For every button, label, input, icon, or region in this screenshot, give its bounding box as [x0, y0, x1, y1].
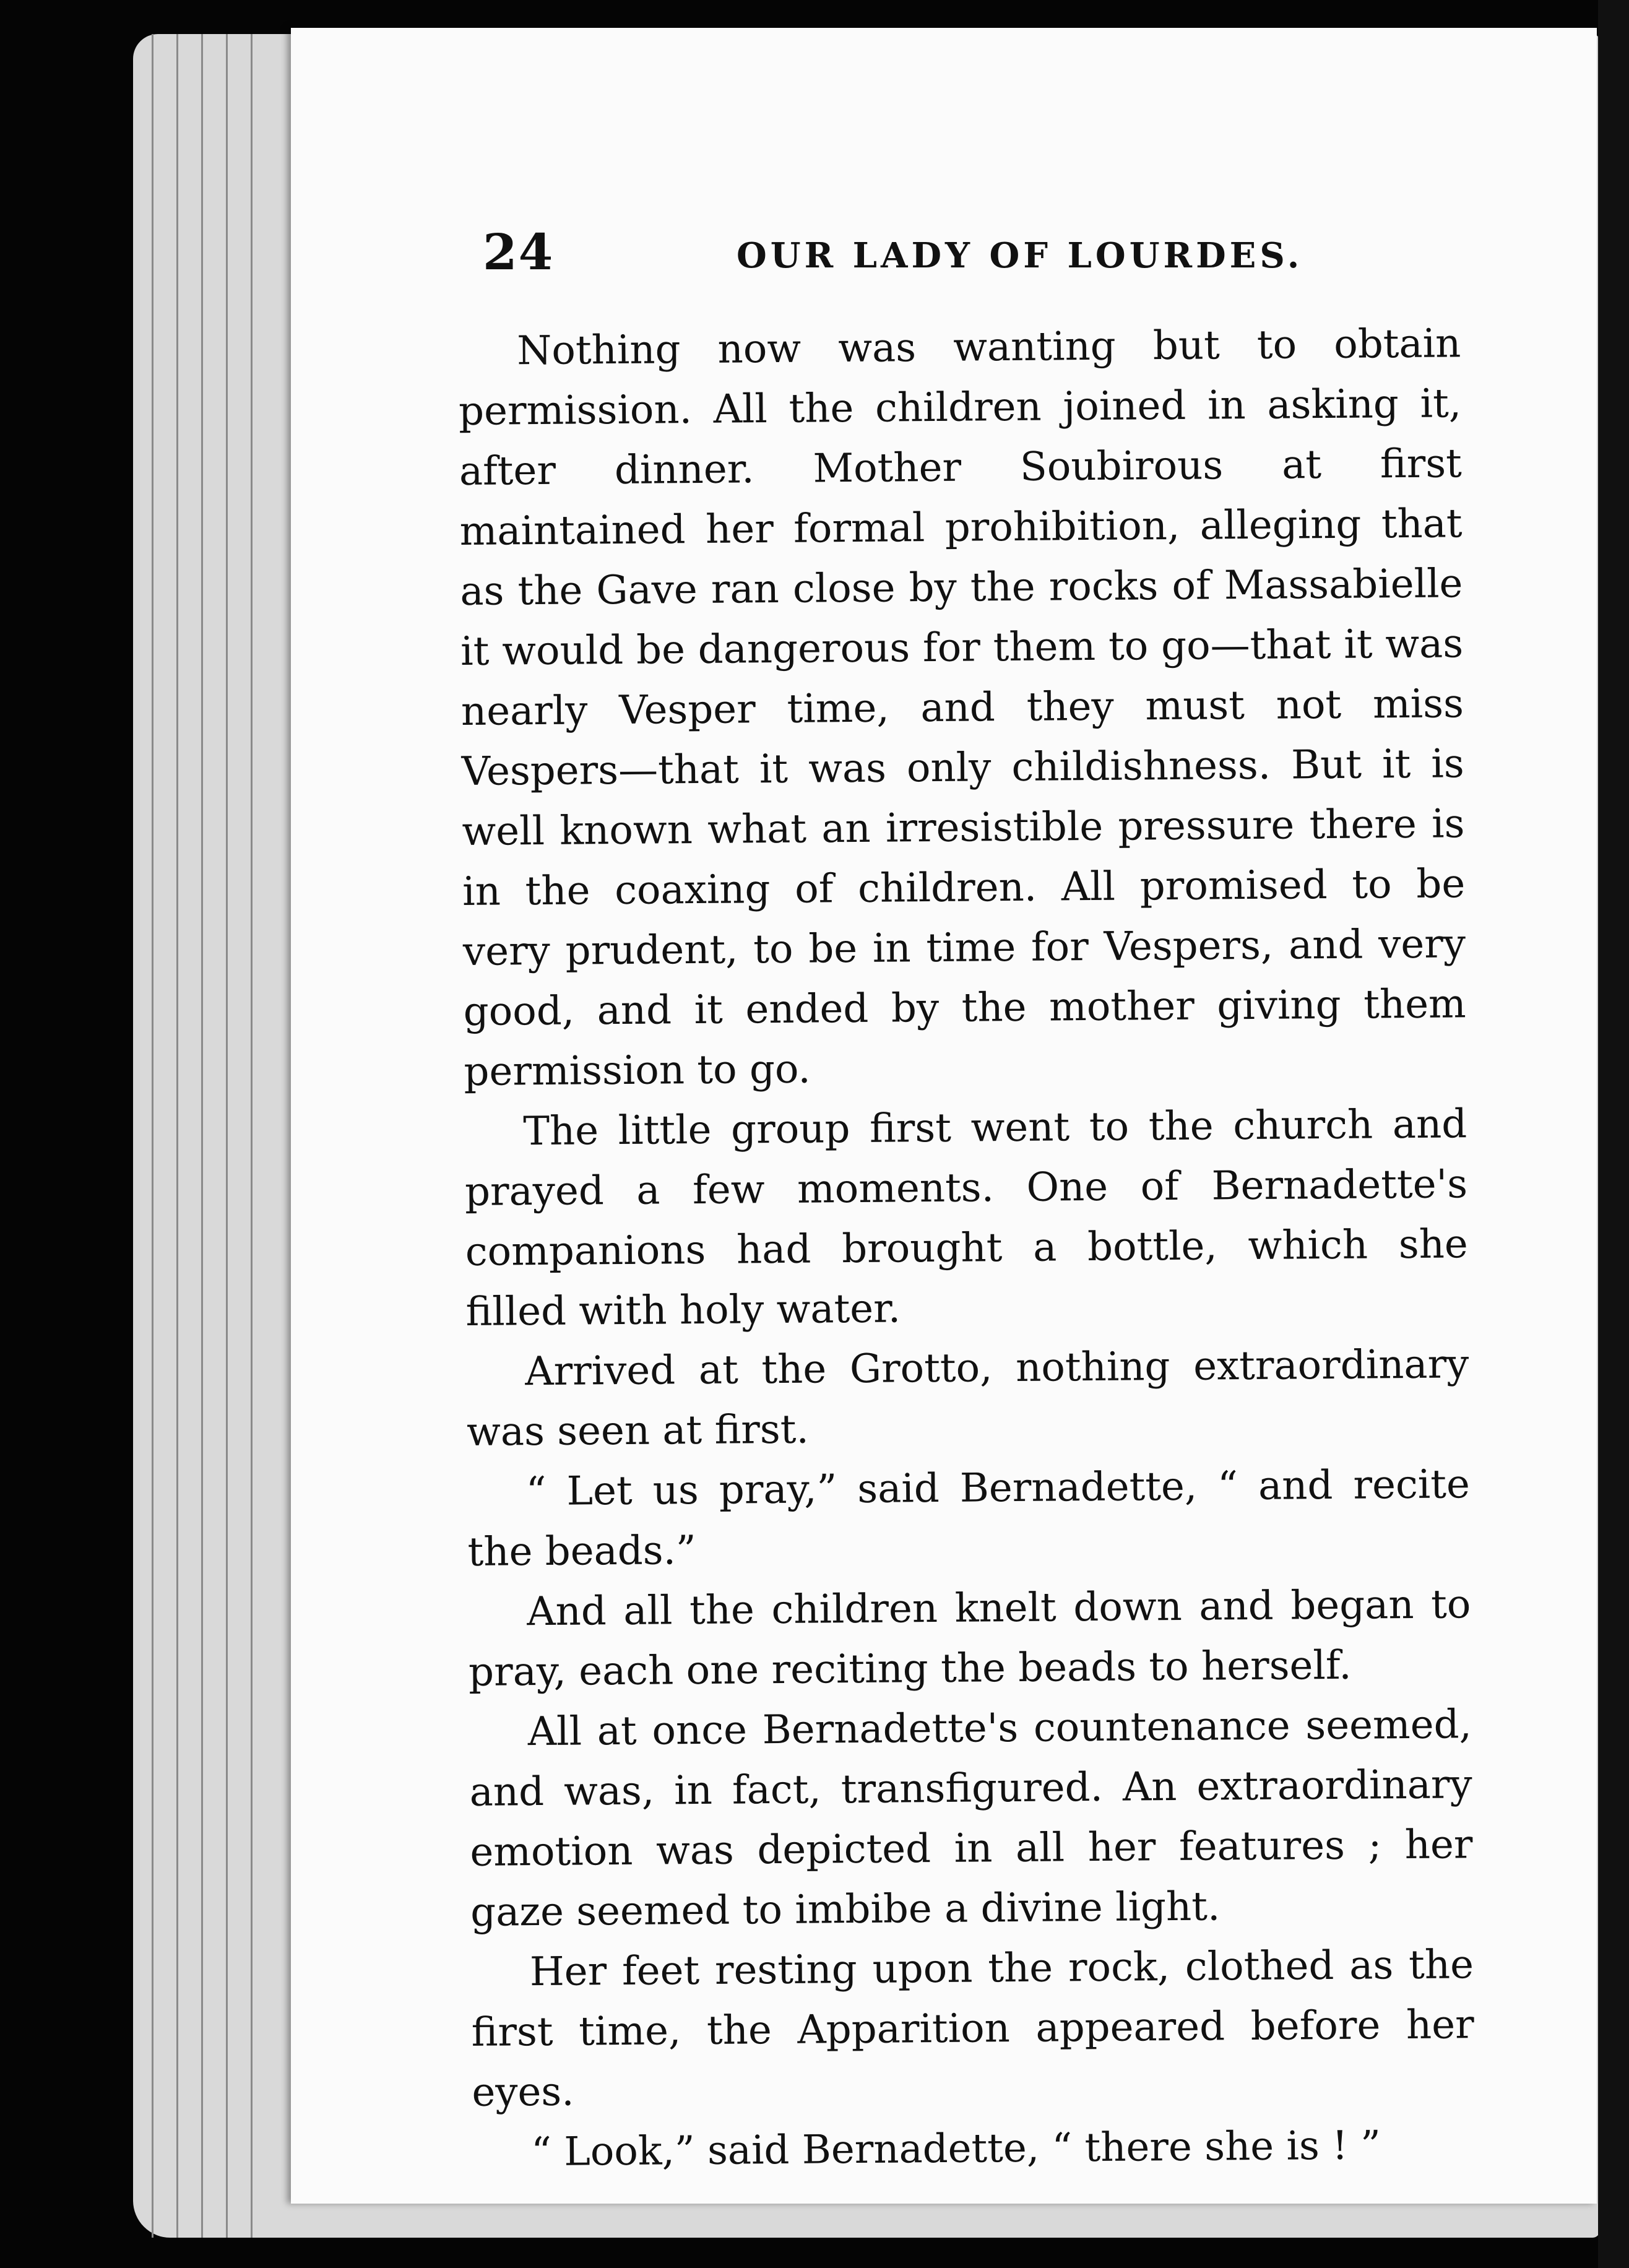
- page-edge-line: [176, 34, 178, 2238]
- scan-right-border: [1598, 0, 1629, 2268]
- paragraph: The little group first went to the church and prayed a few moments. One of Bernadette's companions had brought a bottle, which she filled with holy water.: [464, 1101, 1469, 1335]
- page-edge-line: [152, 34, 153, 2238]
- running-head: OUR LADY OF LOURDES.: [737, 235, 1303, 276]
- page-edge-line: [201, 34, 203, 2238]
- paragraph: All at once Bernadette's countenance seemed, and was, in fact, transfigured. An extraordinary emotion was depicted in all her features ; her gaze seemed to imbibe a divine light.: [469, 1702, 1473, 1936]
- page-edge-line: [226, 34, 228, 2238]
- paragraph: Nothing now was wanting but to obtain permission. All the children joined in asking it, after dinner. Mother Soubirous at first maintained her formal prohibition, alleging that as the Gave ran close by the rocks of Massabielle it would be dangerous for them to go—that it was nearly Vesper time, and they must not miss Vespers—that it was only childishness. But it is well known what an irresistible pressure there is in the coaxing of children. All promised to be very prudent, to be in time for Vespers, and very good, and it ended by the mother giving them permission to go.: [458, 321, 1466, 1095]
- paragraph: And all the children knelt down and began to pray, each one reciting the beads to herself.: [468, 1582, 1471, 1695]
- paragraph: Arrived at the Grotto, nothing extraordinary was seen at first.: [466, 1341, 1469, 1455]
- body-text: [458, 314, 1476, 2183]
- page-header: [483, 223, 1485, 297]
- paragraph: “ Let us pray,” said Bernadette, “ and recite the beads.”: [467, 1461, 1471, 1575]
- paragraph: “ Look,” said Bernadette, “ there she is ! ”: [530, 2123, 1381, 2176]
- paragraph: Her feet resting upon the rock, clothed as the first time, the Apparition appeared before her eyes.: [471, 1942, 1474, 2116]
- page-number: 24: [483, 223, 555, 281]
- page-edge-line: [251, 34, 253, 2238]
